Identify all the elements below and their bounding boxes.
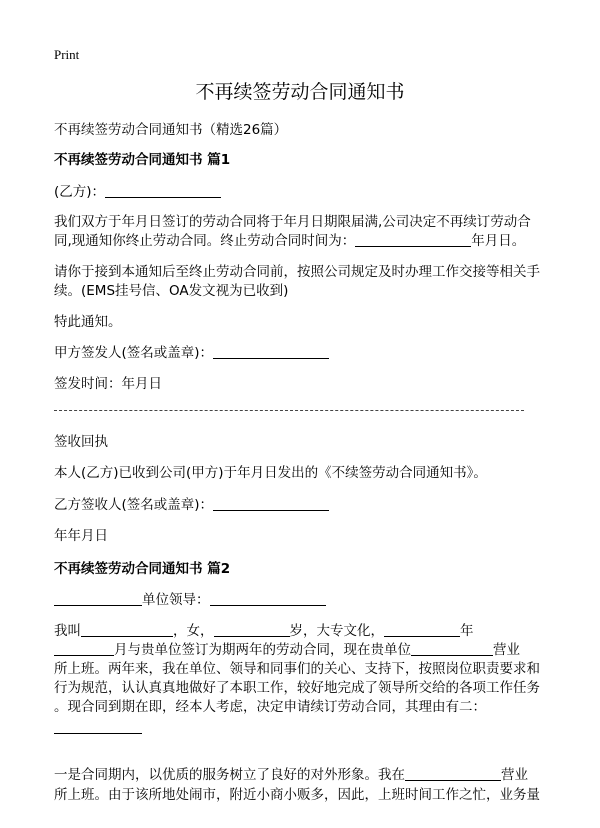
para1-line2-end: 年月日。 [471, 233, 526, 249]
receipt-title: 签收回执 [54, 434, 108, 450]
age-blank [214, 622, 290, 637]
notice-text: 特此通知。 [54, 314, 122, 330]
document-subtitle: 不再续签劳动合同通知书（精选26篇） [54, 122, 288, 138]
s2-line5: 。现合同到期在即，经本人考虑，决定申请续订劳动合同，其理由有二： [54, 699, 486, 715]
section-1-heading: 不再续签劳动合同通知书 篇1 [54, 152, 231, 168]
receipt-date: 年年月日 [54, 528, 108, 544]
page-title: 不再续签劳动合同通知书 [195, 81, 405, 103]
reason-blank [54, 719, 142, 734]
party-b-line [54, 183, 221, 201]
dashed-divider [54, 410, 524, 411]
para1-line2-text: 同,现通知你终止劳动合同。终止劳动合同时间为： [54, 233, 356, 249]
s2-line3: 所上班。两年来，我在单位、领导和同事们的关心、支持下，按照岗位职责要求和 [54, 661, 540, 677]
leader-prefix-blank [54, 591, 142, 606]
month-blank [54, 641, 114, 656]
leader-label: 单位领导： [142, 592, 210, 608]
s2-line2-b: 营业 [493, 642, 520, 658]
s2-line1-d: 年 [460, 623, 474, 639]
s2-para2-line1-a: 一是合同期内，以优质的服务树立了良好的对外形象。我在 [54, 767, 405, 783]
s2-line1 [54, 622, 474, 640]
para2-line1: 请你于接到本通知后至终止劳动合同前，按照公司规定及时办理工作交接等相关手 [54, 264, 540, 280]
para2-line2: 续。(EMS挂号信、OA发文视为已收到) [54, 283, 289, 299]
termination-date-blank [355, 232, 471, 247]
s2-reason-blank-line [54, 719, 142, 737]
section-2-heading: 不再续签劳动合同通知书 篇2 [54, 561, 231, 577]
para1-line2 [54, 232, 525, 250]
year-blank [384, 622, 460, 637]
s2-para2-line1 [54, 766, 528, 784]
signer-b-label: 乙方签收人(签名或盖章)： [54, 497, 214, 513]
leader-blank [210, 591, 326, 606]
office-blank-2 [405, 766, 501, 781]
party-b-blank [105, 183, 221, 198]
s2-para2-line1-b: 营业 [501, 767, 528, 783]
s2-line1-a: 我叫 [54, 623, 81, 639]
para1-line1: 我们双方于年月日签订的劳动合同将于年月日期限届满,公司决定不再续订劳动合 [54, 214, 531, 230]
name-blank [81, 622, 173, 637]
s2-line4: 行为规范，认认真真地做好了本职工作，较好地完成了领导所交给的各项工作任务 [54, 680, 540, 696]
signer-a-blank [213, 344, 329, 359]
signer-a-label: 甲方签发人(签名或盖章)： [54, 345, 214, 361]
s2-line1-b: ，女， [173, 623, 214, 639]
s2-line2-a: 月与贵单位签订为期两年的劳动合同，现在贵单位 [114, 642, 411, 658]
party-b-label: (乙方)： [54, 184, 106, 200]
signer-b-blank [213, 496, 329, 511]
s2-para2-line2: 所上班。由于该所地处闹市，附近小商小贩多，因此，上班时间工作之忙，业务量 [54, 787, 540, 803]
print-label[interactable]: Print [54, 47, 80, 62]
s2-line2 [54, 641, 520, 659]
signer-a-line [54, 344, 329, 362]
leader-line [54, 591, 326, 609]
receipt-text: 本人(乙方)已收到公司(甲方)于年月日发出的《不续签劳动合同通知书》。 [54, 465, 487, 481]
signer-b-line [54, 496, 329, 514]
issue-time: 签发时间：年月日 [54, 376, 162, 392]
office-blank [411, 641, 493, 656]
s2-line1-c: 岁，大专文化， [289, 623, 384, 639]
